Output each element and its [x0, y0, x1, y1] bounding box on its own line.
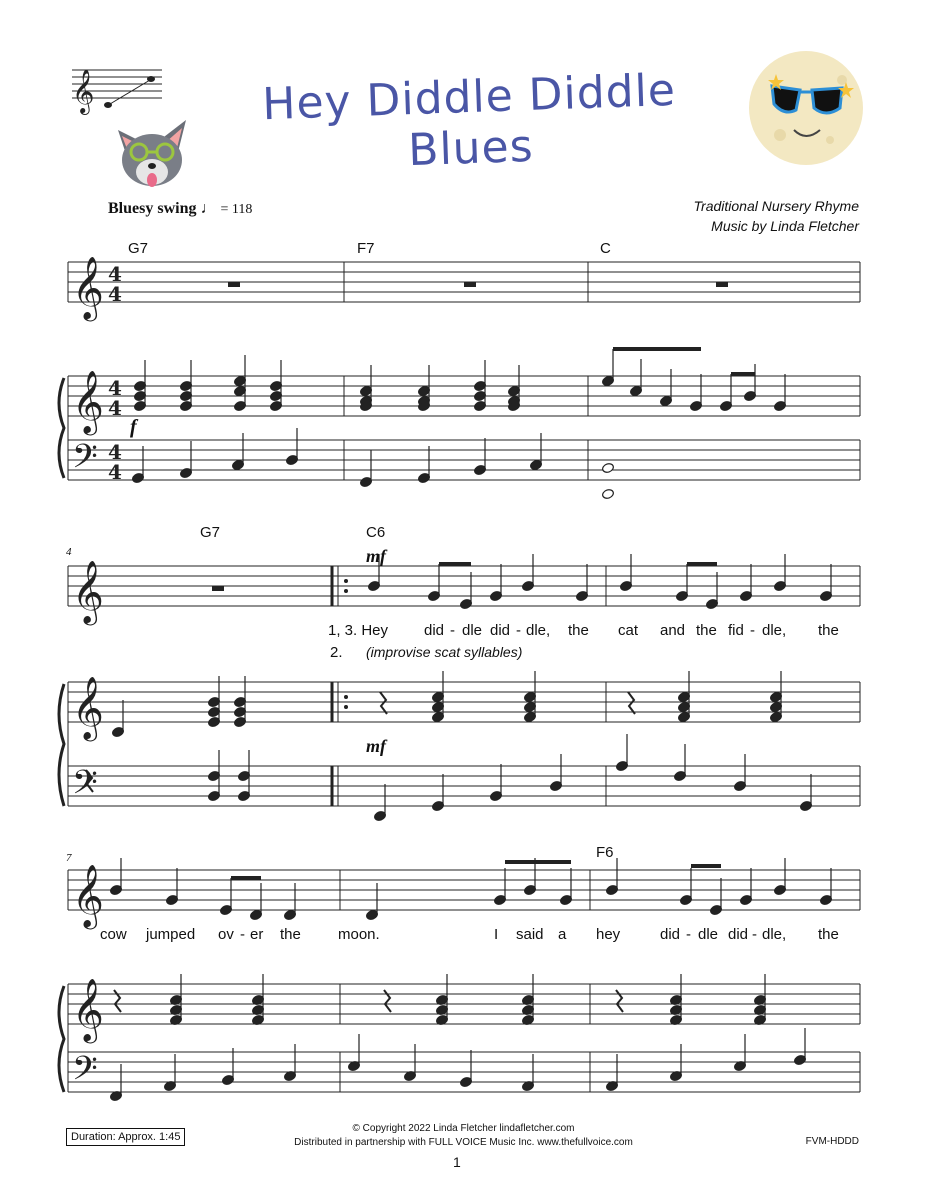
- treble-clef-icon: 𝄞: [72, 864, 104, 927]
- treble-clef-icon: 𝄞: [72, 256, 104, 319]
- verse-number: 2.: [330, 644, 343, 661]
- lyric-instruction: (improvise scat syllables): [366, 644, 523, 660]
- whole-rest: [716, 282, 728, 287]
- bass-clef-icon: 𝄢: [72, 438, 98, 484]
- lyric-syllable: did: [490, 622, 511, 639]
- repeat-dot: [344, 579, 348, 583]
- chord-symbol: F6: [596, 844, 614, 861]
- lyric-syllable: dle,: [526, 622, 551, 639]
- chord-symbol: G7: [128, 240, 149, 257]
- time-signature: 4: [108, 396, 122, 420]
- quarter-rest: [616, 990, 623, 1012]
- lyric-syllable: er: [250, 926, 264, 943]
- notehead: [601, 462, 614, 473]
- page-title: Hey Diddle Diddle Blues: [261, 64, 677, 177]
- bass-clef-icon: 𝄢: [72, 1050, 98, 1096]
- lyric-syllable: the: [818, 926, 839, 943]
- quarter-rest: [114, 990, 121, 1012]
- lyric-syllable: fid: [728, 622, 744, 639]
- treble-clef-icon: 𝄞: [72, 676, 104, 739]
- lyric-syllable: jumped: [146, 926, 196, 943]
- measure-number: 4: [66, 546, 72, 558]
- page-number: 1: [453, 1154, 461, 1170]
- lyric-hyphen: -: [686, 926, 691, 943]
- lyric-syllable: the: [818, 622, 839, 639]
- lyric-syllable: did: [660, 926, 681, 943]
- dynamic-marking: mf: [366, 546, 386, 566]
- lyric-syllable: cat: [618, 622, 639, 639]
- brace: [59, 986, 64, 1092]
- notehead: [601, 488, 614, 499]
- lyric-syllable: 1, 3. Hey: [328, 622, 389, 639]
- lyric-syllable: the: [280, 926, 301, 943]
- copyright-line: © Copyright 2022 Linda Fletcher lindafletcher.com: [352, 1123, 575, 1134]
- treble-clef-icon: 𝄞: [72, 560, 104, 623]
- quarter-note-icon: ♩: [200, 200, 217, 217]
- chord-symbol: C6: [366, 524, 386, 541]
- tempo-value: = 118: [220, 202, 253, 217]
- lyric-syllable: the: [568, 622, 589, 639]
- time-signature: 4: [108, 282, 122, 306]
- lyric-syllable: dle: [698, 926, 719, 943]
- time-signature: 4: [108, 376, 122, 400]
- svg-text:𝄞: 𝄞: [72, 69, 95, 113]
- lyric-hyphen: -: [240, 926, 245, 943]
- treble-clef-icon: 𝄞: [72, 978, 104, 1041]
- dynamic-marking: mf: [366, 736, 386, 756]
- lyric-hyphen: -: [450, 622, 455, 639]
- brace: [59, 684, 64, 806]
- whole-rest: [212, 586, 224, 591]
- dynamic-marking: f: [130, 416, 137, 438]
- lyric-syllable: did: [424, 622, 445, 639]
- distribution-line: Distributed in partnership with FULL VOICE Music Inc. www.thefullvoice.com: [294, 1137, 633, 1148]
- lyric-syllable: ov: [218, 926, 234, 943]
- whole-rest: [228, 282, 240, 287]
- notation: [59, 256, 860, 1102]
- time-signature: 4: [108, 262, 122, 286]
- lyric-syllable: and: [660, 622, 686, 639]
- catalog-number: FVM-HDDD: [805, 1136, 859, 1147]
- chord-symbol: C: [600, 240, 611, 257]
- lyric-syllable: dle: [462, 622, 483, 639]
- time-signature: 4: [108, 460, 122, 484]
- lyric-syllable: did: [728, 926, 749, 943]
- time-signature: 4: [108, 440, 122, 464]
- lyric-hyphen: -: [750, 622, 755, 639]
- repeat-dot: [344, 695, 348, 699]
- quarter-rest: [384, 990, 391, 1012]
- lyric-syllable: moon.: [338, 926, 380, 943]
- copyright-notice: [200, 1122, 727, 1150]
- lyric-syllable: said: [516, 926, 544, 943]
- quarter-rest: [380, 692, 387, 714]
- bass-clef-icon: 𝄢: [72, 764, 98, 810]
- chord-symbol: G7: [200, 524, 221, 541]
- lyric-syllable: dle,: [762, 622, 787, 639]
- quarter-rest: [628, 692, 635, 714]
- lyric-syllable: the: [696, 622, 717, 639]
- tempo-label: Bluesy swing: [108, 200, 197, 217]
- lyric-syllable: cow: [100, 926, 127, 943]
- lyric-syllable: I: [494, 926, 499, 943]
- lyric-syllable: hey: [596, 926, 621, 943]
- credit-composer: Music by Linda Fletcher: [711, 218, 859, 234]
- chord-symbol: F7: [357, 240, 375, 257]
- lyric-hyphen: -: [516, 622, 521, 639]
- lyric-syllable: dle,: [762, 926, 787, 943]
- whole-rest: [464, 282, 476, 287]
- lyric-syllable: a: [558, 926, 567, 943]
- repeat-dot: [344, 705, 348, 709]
- credit-lyricist: Traditional Nursery Rhyme: [693, 198, 859, 214]
- duration-box: Duration: Approx. 1:45: [66, 1128, 185, 1146]
- measure-number: 7: [66, 852, 72, 864]
- repeat-dot: [344, 589, 348, 593]
- treble-clef-icon: 𝄞: [72, 370, 104, 433]
- brace: [59, 378, 64, 478]
- lyric-hyphen: -: [752, 926, 757, 943]
